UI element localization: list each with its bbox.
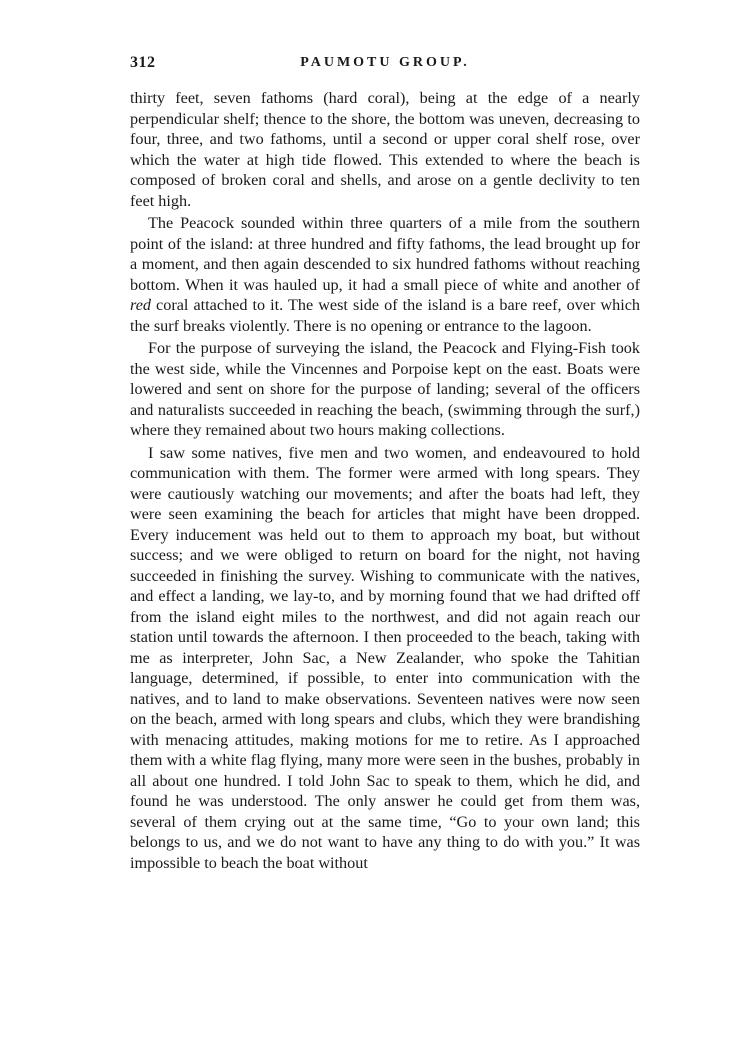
paragraph-2-text-start: The Peacock sounded within three quarters of a mile from the southern point of the island: at three hundred and fifty fathoms, the lead brought up for a moment, and then again descended to six hundred fathoms without reaching bottom. When it was hauled up, it had a small piece of white and another of (130, 214, 640, 294)
paragraph-1 (130, 88, 640, 211)
paragraph-4-text: I saw some natives, five men and two women, and endeavoured to hold communication with them. The former were armed with long spears. They were cautiously watching our movements; and after the boats had left, they were seen examining the beach for articles that might have been dropped. Every inducement was held out to them to approach my boat, but without success; and we were obliged to return on board for the night, not having succeeded in finishing the survey. Wishing to communicate with the natives, and effect a landing, we lay-to, and by morning found that we had drifted off from the island eight miles to the northwest, and did not again reach our station until towards the afternoon. I then proceeded to the beach, taking with me as interpreter, John Sac, a New Zealander, who spoke the Tahitian language, determined, if possible, to enter into communication with the natives, and to land to make observations. Seventeen natives were now seen on the beach, armed with long spears and clubs, which they were brandishing with menacing attitudes, making motions for me to retire. As I approached them with a white flag flying, many more were seen in the bushes, probably in all about one hundred. I told John Sac to speak to them, which he did, and found he was understood. The only answer he could get from them was, several of them crying out at the same time, “Go to your own land; this belongs to us, and we do not want to have any thing to do with you.” It was impossible to beach the boat without (130, 443, 640, 872)
paragraph-2 (130, 213, 640, 336)
paragraph-2-text-end: coral attached to it. The west side of the island is a bare reef, over which the surf breaks violently. There is no opening or entrance to the lagoon. (130, 296, 640, 335)
italic-word-red: red (130, 296, 151, 314)
paragraph-3-text: For the purpose of surveying the island, the Peacock and Flying-Fish took the west side, while the Vincennes and Porpoise kept on the east. Boats were lowered and sent on shore for the purpose of landing; several of the officers and naturalists succeeded in reaching the beach, (swimming through the surf,) where they remained about two hours making collections. (130, 339, 640, 439)
running-title: PAUMOTU GROUP. (300, 55, 470, 70)
paragraph-3 (130, 338, 640, 441)
page-number: 312 (130, 54, 156, 71)
paragraph-1-text: thirty feet, seven fathoms (hard coral), being at the edge of a nearly perpendicular shelf; thence to the shore, the bottom was uneven, decreasing to four, three, and two fathoms, until a second or upper coral shelf rose, over which the water at high tide flowed. This extended to where the beach is composed of broken coral and shells, and arose on a gentle declivity to ten feet high. (130, 89, 640, 210)
paragraph-4 (130, 443, 640, 874)
body-text (130, 88, 640, 873)
book-page (130, 54, 640, 873)
running-head (130, 54, 640, 78)
